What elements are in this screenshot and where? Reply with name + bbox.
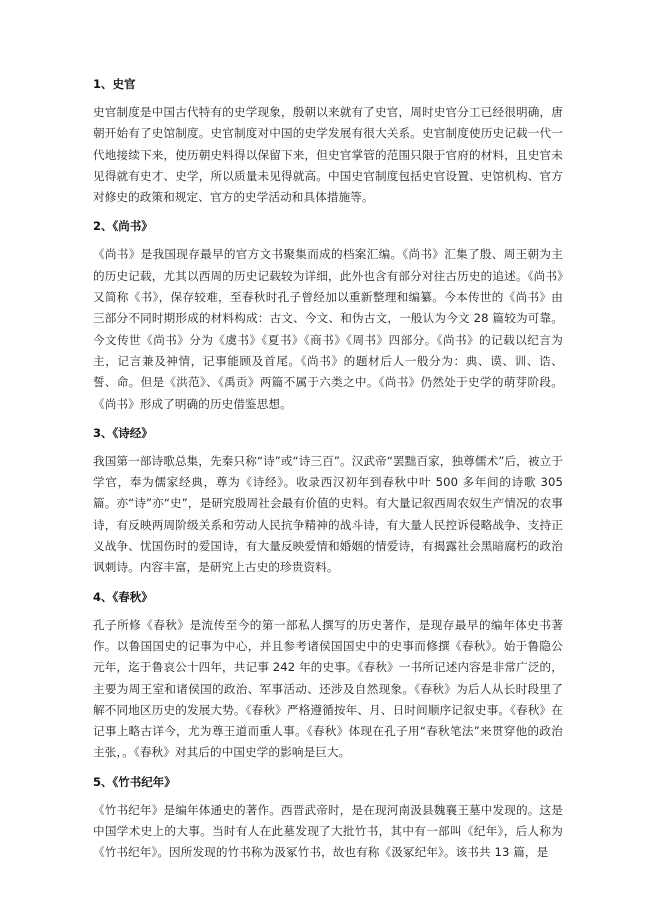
section-zhushujinian: [93, 774, 563, 864]
section-paragraph: 孔子所修《春秋》是流传至今的第一部私人撰写的历史著作，是现存最早的编年体史书著作。以鲁国国史的记事为中心，并且参考诸侯国国史中的史事而修撰《春秋》。始于鲁隐公元年，迄于鲁哀公十四年，共记事 242 年的史事。《春秋》一书所记述内容是非常广泛的，主要为周王室和诸侯国的政治、军事活动、还涉及自然现象。《春秋》为后人从长时段里了解不同地区历史的发展大势。《春秋》严格遵循按年、月、日时间顺序记叙史事。《春秋》在记事上略古详今，尤为尊王道而重人事。《春秋》体现在孔子用“春秋笔法”来贯穿他的政治主张，。《春秋》对其后的中国史学的影响是巨大。: [93, 617, 563, 760]
section-heading: 5、《竹书纪年》: [93, 774, 176, 789]
section-paragraph: 《竹书纪年》是编年体通史的著作。西晋武帝时，是在现河南汲县魏襄王墓中发现的。这是中国学术史上的大事。当时有人在此墓发现了大批竹书，其中有一部叫《纪年》，后人称为《竹书纪年》。因所发现的竹书称为汲冢竹书，故也有称《汲冢纪年》。该书共 13 篇，是: [93, 802, 563, 860]
section-shangshu: [93, 218, 563, 414]
section-heading: 3、《诗经》: [93, 425, 153, 440]
document-page: [93, 76, 563, 874]
section-heading: 4、《春秋》: [93, 589, 153, 604]
section-paragraph: 史官制度是中国古代特有的史学现象，殷朝以来就有了史官，周时史官分工已经很明确，唐朝开始有了史馆制度。史官制度对中国的史学发展有很大关系。史官制度使历史记载一代一代地接续下来，使历朝史料得以保留下来，但史官掌管的范围只限于官府的材料，且史官未见得就有史才、史学，所以质量未见得就高。中国史官制度包括史官设置、史馆机构、官方对修史的政策和规定、官方的史学活动和具体措施等。: [93, 105, 563, 205]
section-paragraph: 我国第一部诗歌总集，先秦只称“诗”或“诗三百”。汉武帝“罢黜百家，独尊儒术”后，被立于学官，奉为儒家经典，尊为《诗经》。收录西汉初年到春秋中叶 500 多年间的诗歌 305 篇。亦“诗”亦“史”，是研究殷周社会最有价值的史料。有大量记叙西周农奴生产情况的农事诗，有反映两周阶级关系和劳动人民抗争精神的战斗诗，有大量人民控诉侵略战争、支持正义战争、忧国伤时的爱国诗，有大量反映爱情和婚姻的情爱诗，有揭露社会黑暗腐朽的政治讽刺诗。内容丰富，是研究上古史的珍贵资料。: [93, 453, 563, 575]
section-shiguan: [93, 76, 563, 208]
section-shijing: [93, 425, 563, 579]
section-heading: 1、史官: [93, 77, 136, 91]
section-paragraph: 《尚书》是我国现存最早的官方文书聚集而成的档案汇编。《尚书》汇集了殷、周王朝为主的历史记载，尤其以西周的历史记载较为详细，此外也含有部分对往古历史的追述。《尚书》又简称《书》，保存较难，至春秋时孔子曾经加以重新整理和编纂。今本传世的《尚书》由三部分不同时期形成的材料构成：古文、今文、和伪古文，一般认为今文 28 篇较为可靠。今文传世《尚书》分为《虞书》《夏书》《商书》《周书》四部分。《尚书》的记载以纪言为主，记言兼及神情，记事能顾及首尾。《尚书》的题材后人一般分为：典、谟、训、诰、誓、命。但是《洪范》、《禹贡》两篇不属于六类之中。《尚书》仍然处于史学的萌芽阶段。《尚书》形成了明确的历史借鉴思想。: [93, 247, 563, 411]
section-chunqiu: [93, 589, 563, 764]
section-heading: 2、《尚书》: [93, 219, 153, 234]
